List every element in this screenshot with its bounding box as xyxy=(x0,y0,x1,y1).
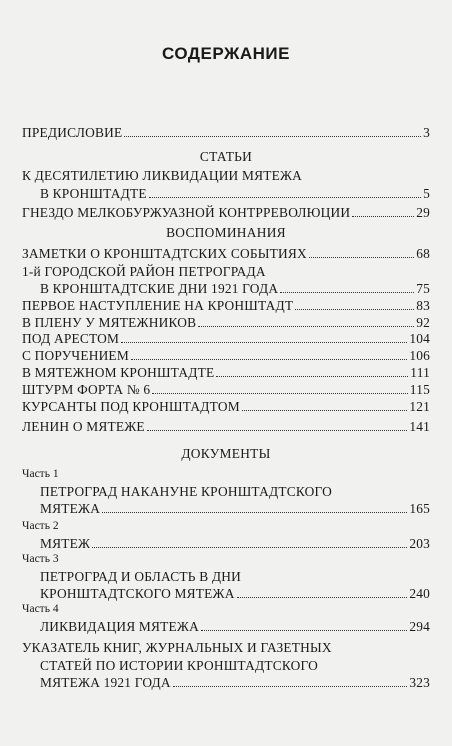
toc-entry-memoir-3: ПЕРВОЕ НАСТУПЛЕНИЕ НА КРОНШТАДТ 83 xyxy=(22,298,430,313)
section-heading-documents: ДОКУМЕНТЫ xyxy=(181,446,271,461)
toc-entry-doc-1: ПЕТРОГРАД НАКАНУНЕ КРОНШТАДТСКОГО xyxy=(40,484,332,499)
toc-entry-doc-4: ЛИКВИДАЦИЯ МЯТЕЖА 294 xyxy=(40,619,430,634)
toc-entry-memoir-2-cont: В КРОНШТАДТСКИЕ ДНИ 1921 ГОДА 75 xyxy=(40,281,430,296)
leader-dots xyxy=(216,376,408,377)
leader-dots xyxy=(102,512,407,513)
section-heading-articles: СТАТЬИ xyxy=(199,149,253,164)
toc-entry-doc-1-cont: МЯТЕЖА 165 xyxy=(40,501,430,516)
toc-entry-index-cont-2: МЯТЕЖА 1921 ГОДА 323 xyxy=(40,675,430,690)
toc-entry-memoir-2: 1-й ГОРОДСКОЙ РАЙОН ПЕТРОГРАДА xyxy=(22,264,266,279)
part-label-1: Часть 1 xyxy=(22,468,59,480)
toc-entry-memoir-7: В МЯТЕЖНОМ КРОНШТАДТЕ 111 xyxy=(22,365,430,380)
leader-dots xyxy=(92,547,407,548)
part-label-2: Часть 2 xyxy=(22,520,59,532)
part-label-4: Часть 4 xyxy=(22,603,59,615)
leader-dots xyxy=(147,430,408,431)
toc-entry-memoir-5: ПОД АРЕСТОМ 104 xyxy=(22,331,430,346)
leader-dots xyxy=(242,410,408,411)
toc-entry-memoir-8: ШТУРМ ФОРТА № 6 115 xyxy=(22,382,430,397)
leader-dots xyxy=(152,393,408,394)
toc-entry-doc-2: МЯТЕЖ 203 xyxy=(40,536,430,551)
leader-dots xyxy=(131,359,407,360)
toc-entry-index: УКАЗАТЕЛЬ КНИГ, ЖУРНАЛЬНЫХ И ГАЗЕТНЫХ xyxy=(22,640,332,655)
section-heading-memoirs: ВОСПОМИНАНИЯ xyxy=(166,225,286,240)
page-title: СОДЕРЖАНИЕ xyxy=(162,44,290,63)
leader-dots xyxy=(173,686,408,687)
toc-entry-memoir-10: ЛЕНИН О МЯТЕЖЕ 141 xyxy=(22,419,430,434)
leader-dots xyxy=(121,342,407,343)
part-label-3: Часть 3 xyxy=(22,553,59,565)
toc-entry-doc-3: ПЕТРОГРАД И ОБЛАСТЬ В ДНИ xyxy=(40,569,241,584)
leader-dots xyxy=(352,216,414,217)
toc-entry-index-cont-1: СТАТЕЙ ПО ИСТОРИИ КРОНШТАДТСКОГО xyxy=(40,658,318,673)
leader-dots xyxy=(237,597,408,598)
leader-dots xyxy=(280,292,414,293)
toc-entry-memoir-4: В ПЛЕНУ У МЯТЕЖНИКОВ 92 xyxy=(22,315,430,330)
toc-entry-article-1-cont: В КРОНШТАДТЕ 5 xyxy=(40,186,430,201)
leader-dots xyxy=(149,197,421,198)
toc-entry-memoir-1: ЗАМЕТКИ О КРОНШТАДТСКИХ СОБЫТИЯХ 68 xyxy=(22,246,430,261)
toc-entry-article-1: К ДЕСЯТИЛЕТИЮ ЛИКВИДАЦИИ МЯТЕЖА xyxy=(22,168,303,183)
leader-dots xyxy=(198,326,414,327)
toc-entry-memoir-9: КУРСАНТЫ ПОД КРОНШТАДТОМ 121 xyxy=(22,399,430,414)
toc-entry-doc-3-cont: КРОНШТАДТСКОГО МЯТЕЖА 240 xyxy=(40,586,430,601)
leader-dots xyxy=(309,257,414,258)
toc-entry-memoir-6: С ПОРУЧЕНИЕМ 106 xyxy=(22,348,430,363)
leader-dots xyxy=(124,136,421,137)
toc-entry-preface: ПРЕДИСЛОВИЕ 3 xyxy=(22,125,430,140)
leader-dots xyxy=(295,309,414,310)
leader-dots xyxy=(201,630,407,631)
toc-entry-article-2: ГНЕЗДО МЕЛКОБУРЖУАЗНОЙ КОНТРРЕВОЛЮЦИИ 29 xyxy=(22,205,430,220)
